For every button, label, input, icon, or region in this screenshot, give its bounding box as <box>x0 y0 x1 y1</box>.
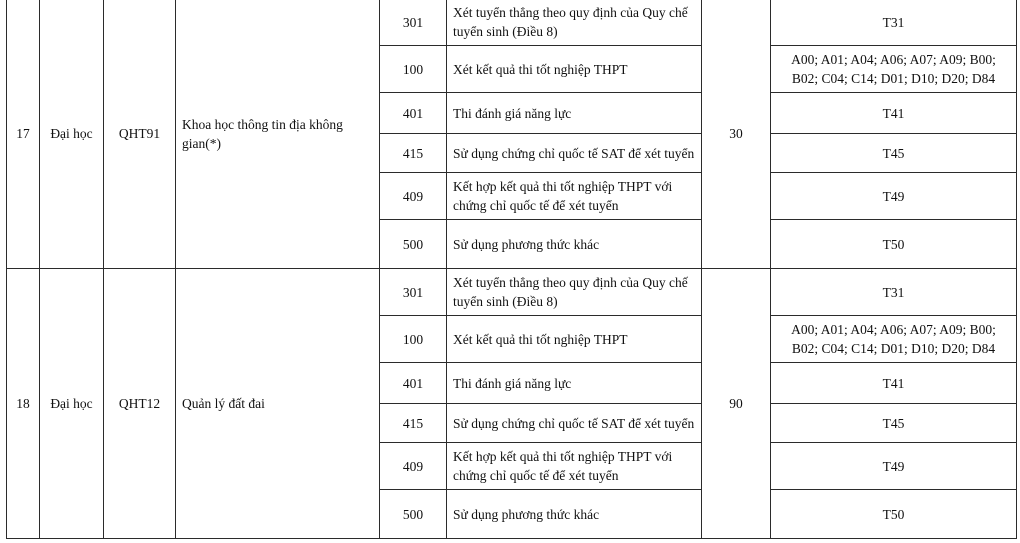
level-cell: Đại học <box>40 0 104 269</box>
method-name-cell: Kết hợp kết quả thi tốt nghiệp THPT với chứng chỉ quốc tế để xét tuyển <box>447 173 702 220</box>
combo-cell: T45 <box>771 134 1017 173</box>
quota-cell: 30 <box>702 0 771 269</box>
major-code-cell: QHT12 <box>104 269 176 539</box>
method-name-cell: Kết hợp kết quả thi tốt nghiệp THPT với chứng chỉ quốc tế để xét tuyển <box>447 443 702 490</box>
major-name-cell: Khoa học thông tin địa không gian(*) <box>176 0 380 269</box>
method-code-cell: 301 <box>380 269 447 316</box>
level-cell: Đại học <box>40 269 104 539</box>
combo-cell: T31 <box>771 0 1017 46</box>
group-18 <box>7 269 1017 539</box>
method-code-cell: 415 <box>380 134 447 173</box>
combo-cell: T50 <box>771 490 1017 539</box>
method-code-cell: 100 <box>380 46 447 93</box>
combo-cell: T41 <box>771 363 1017 404</box>
method-name-cell: Xét tuyển thẳng theo quy định của Quy chế tuyển sinh (Điều 8) <box>447 269 702 316</box>
method-name-cell: Sử dụng phương thức khác <box>447 490 702 539</box>
combo-cell: T50 <box>771 220 1017 269</box>
combo-cell: T49 <box>771 443 1017 490</box>
method-name-cell: Thi đánh giá năng lực <box>447 363 702 404</box>
method-name-cell: Sử dụng phương thức khác <box>447 220 702 269</box>
quota-cell: 90 <box>702 269 771 539</box>
combo-cell: A00; A01; A04; A06; A07; A09; B00; B02; C04; C14; D01; D10; D20; D84 <box>771 316 1017 363</box>
combo-cell: T41 <box>771 93 1017 134</box>
method-code-cell: 401 <box>380 363 447 404</box>
combo-cell: A00; A01; A04; A06; A07; A09; B00; B02; C04; C14; D01; D10; D20; D84 <box>771 46 1017 93</box>
method-code-cell: 409 <box>380 173 447 220</box>
method-name-cell: Xét kết quả thi tốt nghiệp THPT <box>447 46 702 93</box>
method-name-cell: Sử dụng chứng chỉ quốc tế SAT để xét tuyển <box>447 134 702 173</box>
stt-cell: 17 <box>7 0 40 269</box>
method-name-cell: Xét kết quả thi tốt nghiệp THPT <box>447 316 702 363</box>
table-row <box>7 0 1017 46</box>
method-code-cell: 415 <box>380 404 447 443</box>
method-code-cell: 401 <box>380 93 447 134</box>
table-row <box>7 269 1017 316</box>
admissions-table <box>6 0 1017 539</box>
method-name-cell: Thi đánh giá năng lực <box>447 93 702 134</box>
method-code-cell: 301 <box>380 0 447 46</box>
method-name-cell: Xét tuyển thẳng theo quy định của Quy chế tuyển sinh (Điều 8) <box>447 0 702 46</box>
method-code-cell: 500 <box>380 220 447 269</box>
method-code-cell: 409 <box>380 443 447 490</box>
combo-cell: T31 <box>771 269 1017 316</box>
major-code-cell: QHT91 <box>104 0 176 269</box>
method-code-cell: 100 <box>380 316 447 363</box>
stt-cell: 18 <box>7 269 40 539</box>
major-name-cell: Quản lý đất đai <box>176 269 380 539</box>
combo-cell: T49 <box>771 173 1017 220</box>
method-code-cell: 500 <box>380 490 447 539</box>
group-17 <box>7 0 1017 269</box>
method-name-cell: Sử dụng chứng chỉ quốc tế SAT để xét tuyển <box>447 404 702 443</box>
combo-cell: T45 <box>771 404 1017 443</box>
